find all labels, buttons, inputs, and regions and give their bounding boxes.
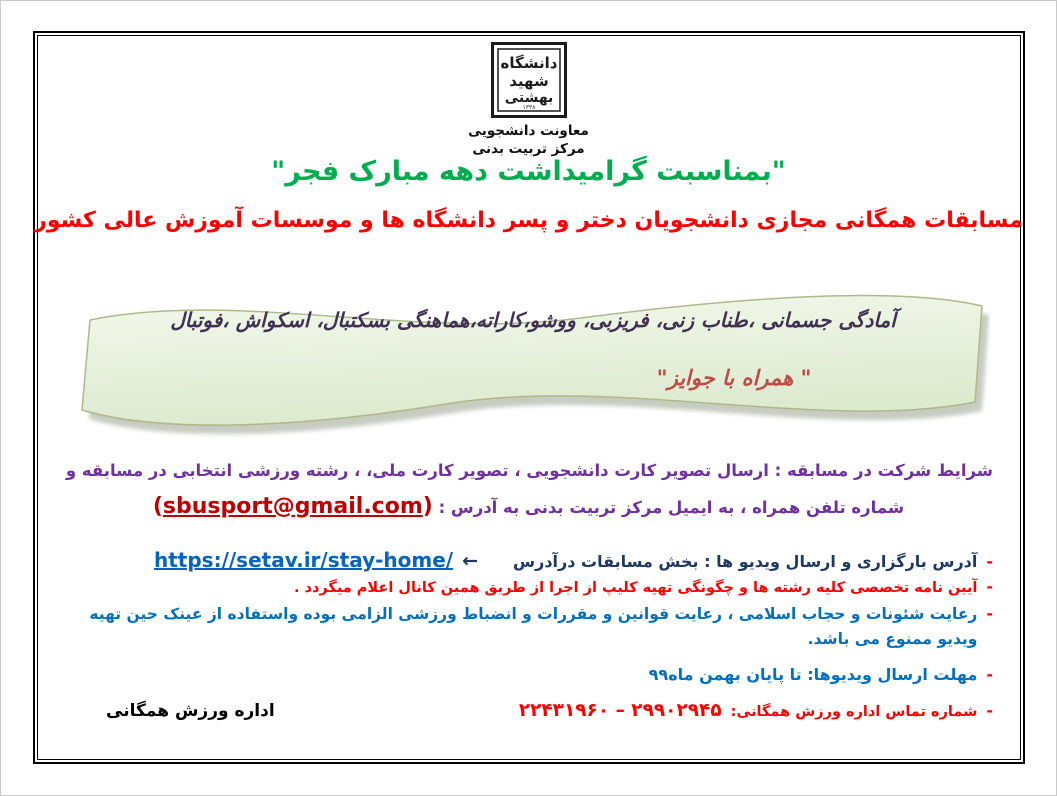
svg-text:دانشگاه: دانشگاه — [500, 54, 557, 72]
footer-department: اداره ورزش همگانی — [106, 700, 275, 721]
bullet-deadline — [64, 665, 993, 684]
bullet-dress-code — [64, 602, 993, 652]
bullet-deadline-text: مهلت ارسال ویدیوها: تا پایان بهمن ماه۹۹ — [648, 664, 978, 684]
bullet-dash: - — [986, 577, 993, 596]
contact-label: شماره تماس اداره ورزش همگانی: — [730, 703, 978, 720]
conditions-line-2 — [64, 490, 993, 524]
bullet-contact — [64, 700, 993, 721]
bullet-dress-code-text: رعایت شئونات و حجاب اسلامی ، رعایت قوانین و مقررات و انضباط ورزشی الزامی بوده واستفاده از عینک حین تهیه ویدیو ممنوع می باشد. — [89, 605, 978, 648]
email-group — [153, 494, 433, 519]
bullet-upload-text: آدرس بارگزاری و ارسال ویدیو ها : بخش مسابقات درآدرس — [513, 552, 978, 571]
bullet-dash: - — [986, 552, 993, 571]
banner-sports-line: آمادگی جسمانی ،طناب زنی، فریزبی، ووشو،کاراته،هماهنگی بسکتبال، اسکواش ،فوتبال — [170, 308, 896, 332]
subtitle: مسابقات همگانی مجازی دانشجویان دختر و پسر دانشگاه ها و موسسات آموزش عالی کشور — [34, 208, 1023, 233]
bullet-list — [0, 548, 1057, 721]
wave-banner — [76, 276, 990, 446]
bullet-rules — [64, 577, 993, 596]
stay-home-link[interactable]: https://setav.ir/stay-home/ — [153, 548, 454, 572]
svg-text:بهشتی: بهشتی — [504, 90, 553, 106]
dept-line-2: مرکز تربیت بدنی — [472, 141, 585, 157]
main-title: "بمناسبت گرامیداشت دهه مبارک فجر" — [271, 156, 786, 187]
dept-line-1: معاونت دانشجویی — [468, 123, 589, 139]
wave-shape — [76, 276, 990, 446]
svg-text:۱۳۳۸: ۱۳۳۸ — [522, 104, 535, 111]
bullet-dash: - — [986, 604, 993, 623]
contact-phone-numbers: ۲۹۹۰۲۹۴۵ – ۲۲۴۳۱۹۶۰ — [518, 699, 722, 721]
university-logo-icon — [491, 42, 567, 118]
conditions-paragraph — [0, 458, 1057, 524]
svg-text:شهید: شهید — [508, 72, 549, 90]
conditions-line-1: شرایط شرکت در مسابقه : ارسال تصویر کارت دانشجویی ، تصویر کارت ملی، ، رشته ورزشی انتخابی در مسابقه و — [65, 461, 993, 480]
conditions-line-2-text: شماره تلفن همراه ، به ایمیل مرکز تربیت بدنی به آدرس : — [438, 497, 905, 517]
bullet-dash: - — [986, 664, 993, 684]
banner-prize-line: " همراه با جوایز" — [656, 366, 812, 390]
bullet-dash: - — [986, 700, 993, 720]
header — [0, 42, 1057, 158]
email-link[interactable]: sbusport@gmail.com — [162, 493, 423, 519]
close-paren: ) — [152, 493, 163, 519]
bullet-rules-text: آیین نامه تخصصی کلیه رشته ها و چگونگی تهیه کلیپ از اجرا از طریق همین کانال اعلام میگردد . — [293, 580, 978, 596]
bullet-upload-address — [64, 548, 993, 572]
left-arrow-icon: ← — [462, 550, 479, 572]
open-paren: ( — [422, 493, 433, 519]
